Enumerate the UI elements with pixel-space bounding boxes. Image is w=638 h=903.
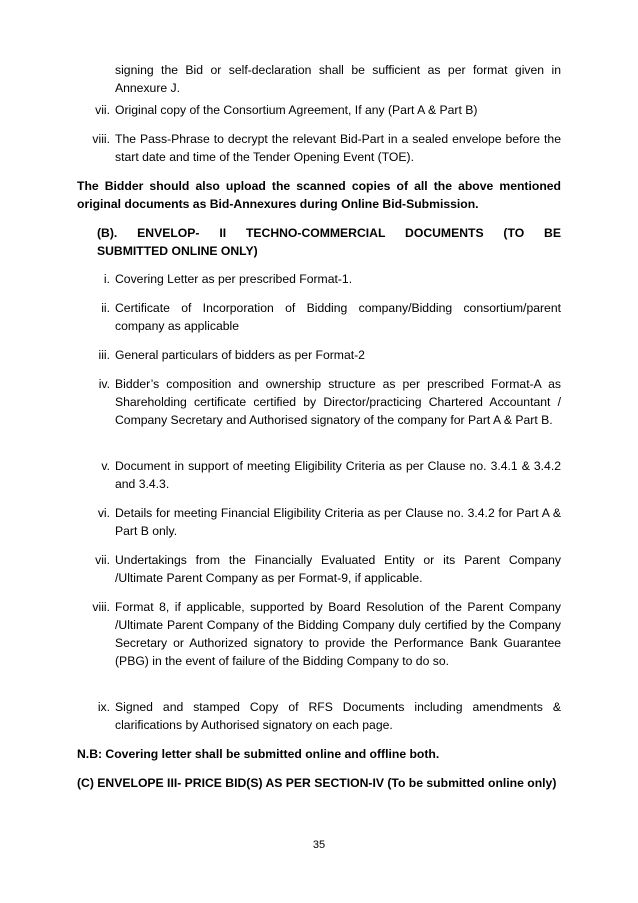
list-item-text: Signed and stamped Copy of RFS Documents including amendments & clarifications by Authorised signatory on each page. (115, 700, 561, 732)
list-item-number: ix. (97, 700, 110, 714)
list-item-number: v. (101, 459, 110, 473)
page-number: 35 (312, 839, 326, 851)
list-item-text: Bidder’s composition and ownership structure as per prescribed Format-A as Shareholding certificate certified by Director/practicing Chartered Accountant / Company Secretary and Authorised signatory of the company for Part A & Part B. (115, 377, 561, 427)
list-item-number: ii. (101, 301, 110, 315)
section-b-heading-line1: (B). ENVELOP- II TECHNO-COMMERCIAL DOCUMENTS (TO BE (97, 226, 561, 240)
list-item-text: Document in support of meeting Eligibility Criteria as per Clause no. 3.4.1 & 3.4.2 and 3.4.3. (115, 459, 561, 491)
list-item-number: iv. (98, 377, 110, 391)
list-item-text: General particulars of bidders as per Format-2 (115, 348, 365, 362)
list-item-number: viii. (92, 132, 110, 146)
list-item-text: Covering Letter as per prescribed Format-1. (115, 272, 353, 286)
section-b-heading (97, 224, 561, 260)
list-item-text: Format 8, if applicable, supported by Board Resolution of the Parent Company /Ultimate Parent Company of the Bidding Company duly certified by the Company Secretary or Authorized signatory to provide the Performance Bank Guarantee (PBG) in the event of failure of the Bidding Company to do so. (115, 600, 561, 668)
list-item-text: The Pass-Phrase to decrypt the relevant Bid-Part in a sealed envelope before the start date and time of the Tender Opening Event (TOE). (115, 132, 561, 164)
list-item-number: iii. (98, 348, 110, 362)
list-item-text: Original copy of the Consortium Agreement, If any (Part A & Part B) (115, 103, 478, 117)
section-c-heading: (C) ENVELOPE III- PRICE BID(S) AS PER SECTION-IV (To be submitted online only) (77, 776, 557, 790)
list-item-text: Undertakings from the Financially Evaluated Entity or its Parent Company /Ultimate Parent Company as per Format-9, if applicable. (115, 553, 561, 585)
list-item-number: viii. (92, 600, 110, 614)
list-item-text: Certificate of Incorporation of Bidding company/Bidding consortium/parent company as applicable (115, 301, 561, 333)
nb-note: N.B: Covering letter shall be submitted online and offline both. (77, 747, 440, 761)
upload-note: The Bidder should also upload the scanned copies of all the above mentioned original documents as Bid-Annexures during Online Bid-Submission. (77, 179, 561, 211)
list-item-number: vii. (95, 103, 110, 117)
list-item-text: Details for meeting Financial Eligibility Criteria as per Clause no. 3.4.2 for Part A & Part B only. (115, 506, 561, 538)
list-item-number: vi. (97, 506, 110, 520)
continuation-paragraph: signing the Bid or self-declaration shall be sufficient as per format given in Annexure J. (115, 63, 561, 95)
list-item-number: i. (103, 272, 110, 286)
section-b-heading-line2: SUBMITTED ONLINE ONLY) (97, 244, 258, 258)
list-item-number: vii. (95, 553, 110, 567)
